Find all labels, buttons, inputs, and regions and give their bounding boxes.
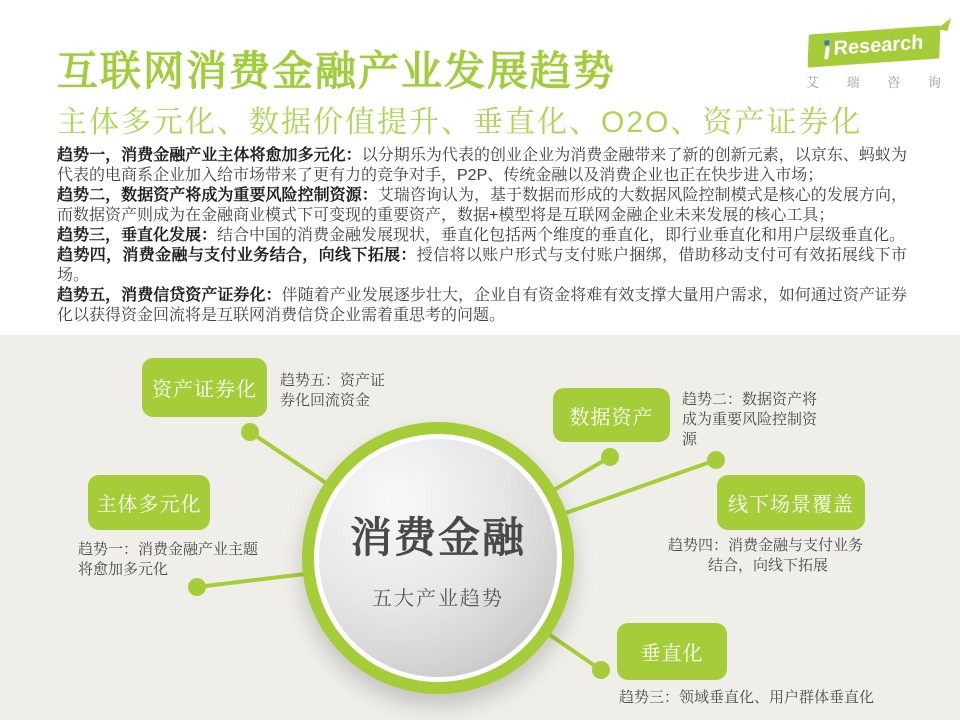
logo-i-glyph [824,40,830,60]
node-box-securitization: 资产证券化 [142,358,267,417]
center-circle-title: 消费金融 [349,514,526,561]
note-trend-five [280,371,412,411]
trend-2-lead: 趋势二，数据资产将成为重要风险控制资源： [57,187,378,204]
note-trend-two-line2: 成为重要风险控制资 [682,411,818,428]
page-subtitle: 主体多元化、数据价值提升、垂直化、O2O、资产证券化 [57,106,863,139]
logo-i-dot [825,40,830,45]
trend-2-body: 艾瑞咨询认为，基于数据而形成的大数据风险控制模式是核心的发展方向，而数据资产则成为在金融商业模式下可变现的重要资产，数据+模型将是互联网金融企业未来发展的核心工具； [57,187,907,224]
note-trend-one-line1: 趋势一：消费金融产业主题 [78,541,259,558]
note-trend-one [78,540,318,580]
iresearch-logo-plate [808,25,941,67]
center-circle [302,422,574,694]
note-trend-one-line2: 将愈加多元化 [78,561,169,578]
logo-wordmark: Research [833,31,924,60]
note-trend-five-line1: 趋势五：资产证 [280,372,386,389]
trend-5-lead: 趋势五，消费信贷资产证券化： [57,287,282,304]
trend-1-body: 以分期乐为代表的创业企业为消费金融带来了新的创新元素，以京东、蚂蚁为代表的电商系企业加入给市场带来了更有力的竞争对手，P2P、传统金融以及消费企业也正在快步进入市场； [57,147,907,184]
page-title: 互联网消费金融产业发展趋势 [57,48,616,94]
trend-3-body: 结合中国的消费金融发展现状，垂直化包括两个维度的垂直化，即行业垂直化和用户层级垂直化。 [217,227,906,244]
trend-4-lead: 趋势四，消费金融与支付业务结合，向线下拓展： [57,247,417,264]
note-trend-three-line1: 趋势三：领域垂直化、用户群体垂直化 [619,689,875,706]
node-box-offline-coverage: 线下场景覆盖 [717,475,865,530]
trend-paragraph-5 [57,286,907,326]
trend-1-lead: 趋势一，消费金融产业主体将愈加多元化： [57,147,362,164]
logo-caption: 艾 瑞 咨 询 [806,75,953,90]
note-trend-five-line2: 券化回流资金 [280,392,371,409]
trend-4-body: 授信将以账户形式与支付账户捆绑，借助移动支付可有效拓展线下市场。 [57,247,907,284]
trend-paragraph-3 [57,226,907,246]
node-box-diversification: 主体多元化 [88,475,210,530]
trend-paragraph-4 [57,246,907,286]
iresearch-logo [800,30,953,91]
trend-5-body: 伴随着产业发展逐步壮大，企业自有资金将难有效支撑大量用户需求，如何通过资产证券化以获得资金回流将是互联网消费信贷企业需着重思考的问题。 [57,287,907,324]
trend-paragraph-2 [57,186,907,226]
center-circle-white-ring [314,434,562,682]
center-circle-subtitle: 五大产业趋势 [372,588,504,610]
center-circle-face [319,439,557,677]
trend-3-lead: 趋势三，垂直化发展： [57,227,218,244]
note-trend-four-line1: 趋势四：消费金融与支付业务 [668,537,864,554]
note-trend-three [619,688,919,708]
trend-paragraph-1 [57,146,907,186]
note-trend-four-line2: 结合，向线下拓展 [707,557,828,574]
note-trend-four [668,536,868,576]
diagram-section [0,335,960,720]
node-box-data-asset: 数据资产 [553,388,670,442]
node-box-verticalization: 垂直化 [617,623,727,680]
note-trend-two-line1: 趋势二：数据资产将 [682,391,818,408]
note-trend-two [682,390,834,450]
trends-text-block [57,146,907,326]
note-trend-two-line3: 源 [682,431,698,448]
logo-i-stem [825,46,831,59]
